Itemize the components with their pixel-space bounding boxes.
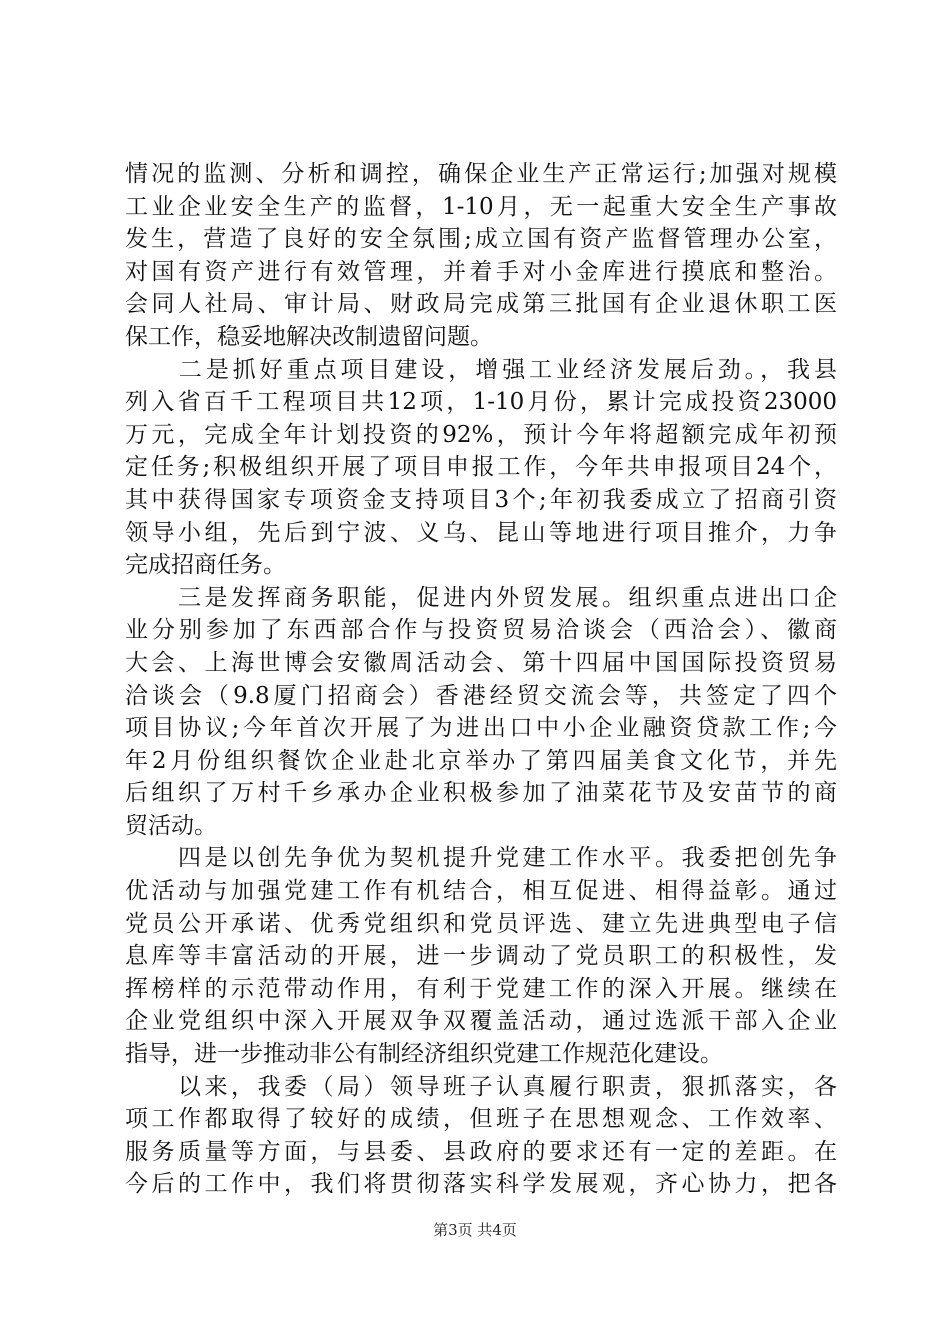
text-line: 以来，我委（局）领导班子认真履行职责，狠抓落实，各 bbox=[125, 1073, 837, 1100]
text-line: 工业企业安全生产的监督，1-10月，无一起重大安全生产事故 bbox=[125, 193, 837, 220]
text-line: 会同人社局、审计局、财政局完成第三批国有企业退休职工医 bbox=[125, 291, 837, 318]
text-line: 完成招商任务。 bbox=[125, 552, 286, 579]
text-line: 指导，进一步推动非公有制经济组织党建工作规范化建设。 bbox=[125, 1041, 723, 1068]
text-line: 项工作都取得了较好的成绩，但班子在思想观念、工作效率、 bbox=[125, 1106, 837, 1133]
text-line: 万元，完成全年计划投资的92%，预计今年将超额完成年初预 bbox=[125, 421, 837, 448]
text-line: 优活动与加强党建工作有机结合，相互促进、相得益彰。通过 bbox=[125, 878, 837, 905]
text-line: 二是抓好重点项目建设，增强工业经济发展后劲。，我县 bbox=[125, 356, 837, 383]
text-line: 息库等丰富活动的开展，进一步调动了党员职工的积极性，发 bbox=[125, 943, 837, 970]
text-line: 列入省百千工程项目共12项，1-10月份，累计完成投资23000 bbox=[125, 389, 837, 416]
text-line: 企业党组织中深入开展双争双覆盖活动，通过选派干部入企业 bbox=[125, 1008, 837, 1035]
page-footer: 第3页 共4页 bbox=[433, 1221, 517, 1239]
text-line: 对国有资产进行有效管理，并着手对小金库进行摸底和整治。 bbox=[125, 258, 837, 285]
text-line: 项目协议;今年首次开展了为进出口中小企业融资贷款工作;今 bbox=[125, 715, 837, 742]
text-line: 今后的工作中，我们将贯彻落实科学发展观，齐心协力，把各 bbox=[125, 1171, 837, 1198]
text-line: 定任务;积极组织开展了项目申报工作，今年共申报项目24个， bbox=[125, 454, 838, 481]
text-line: 贸活动。 bbox=[125, 812, 217, 839]
text-line: 年2月份组织餐饮企业赴北京举办了第四届美食文化节，并先 bbox=[125, 747, 837, 774]
text-line: 三是发挥商务职能，促进内外贸发展。组织重点进出口企 bbox=[125, 584, 837, 611]
text-line: 领导小组，先后到宁波、义乌、昆山等地进行项目推介，力争 bbox=[125, 519, 837, 546]
text-line: 党员公开承诺、优秀党组织和党员评选、建立先进典型电子信 bbox=[125, 910, 837, 937]
document-body bbox=[125, 158, 837, 1201]
text-line: 后组织了万村千乡承办企业积极参加了油菜花节及安苗节的商 bbox=[125, 780, 837, 807]
text-line: 挥榜样的示范带动作用，有利于党建工作的深入开展。继续在 bbox=[125, 975, 837, 1002]
text-line: 情况的监测、分析和调控，确保企业生产正常运行;加强对规模 bbox=[125, 161, 837, 187]
text-line: 保工作，稳妥地解决改制遗留问题。 bbox=[125, 323, 493, 350]
text-line: 大会、上海世博会安徽周活动会、第十四届中国国际投资贸易 bbox=[125, 649, 837, 676]
text-line: 四是以创先争优为契机提升党建工作水平。我委把创先争 bbox=[125, 845, 837, 872]
text-line: 服务质量等方面，与县委、县政府的要求还有一定的差距。在 bbox=[125, 1138, 837, 1165]
text-line: 洽谈会（9.8厦门招商会）香港经贸交流会等，共签定了四个 bbox=[125, 682, 837, 709]
text-line: 发生，营造了良好的安全氛围;成立国有资产监督管理办公室， bbox=[125, 226, 837, 253]
text-line: 其中获得国家专项资金支持项目3个;年初我委成立了招商引资 bbox=[125, 486, 837, 513]
text-line: 业分别参加了东西部合作与投资贸易洽谈会（西洽会）、徽商 bbox=[125, 617, 837, 644]
